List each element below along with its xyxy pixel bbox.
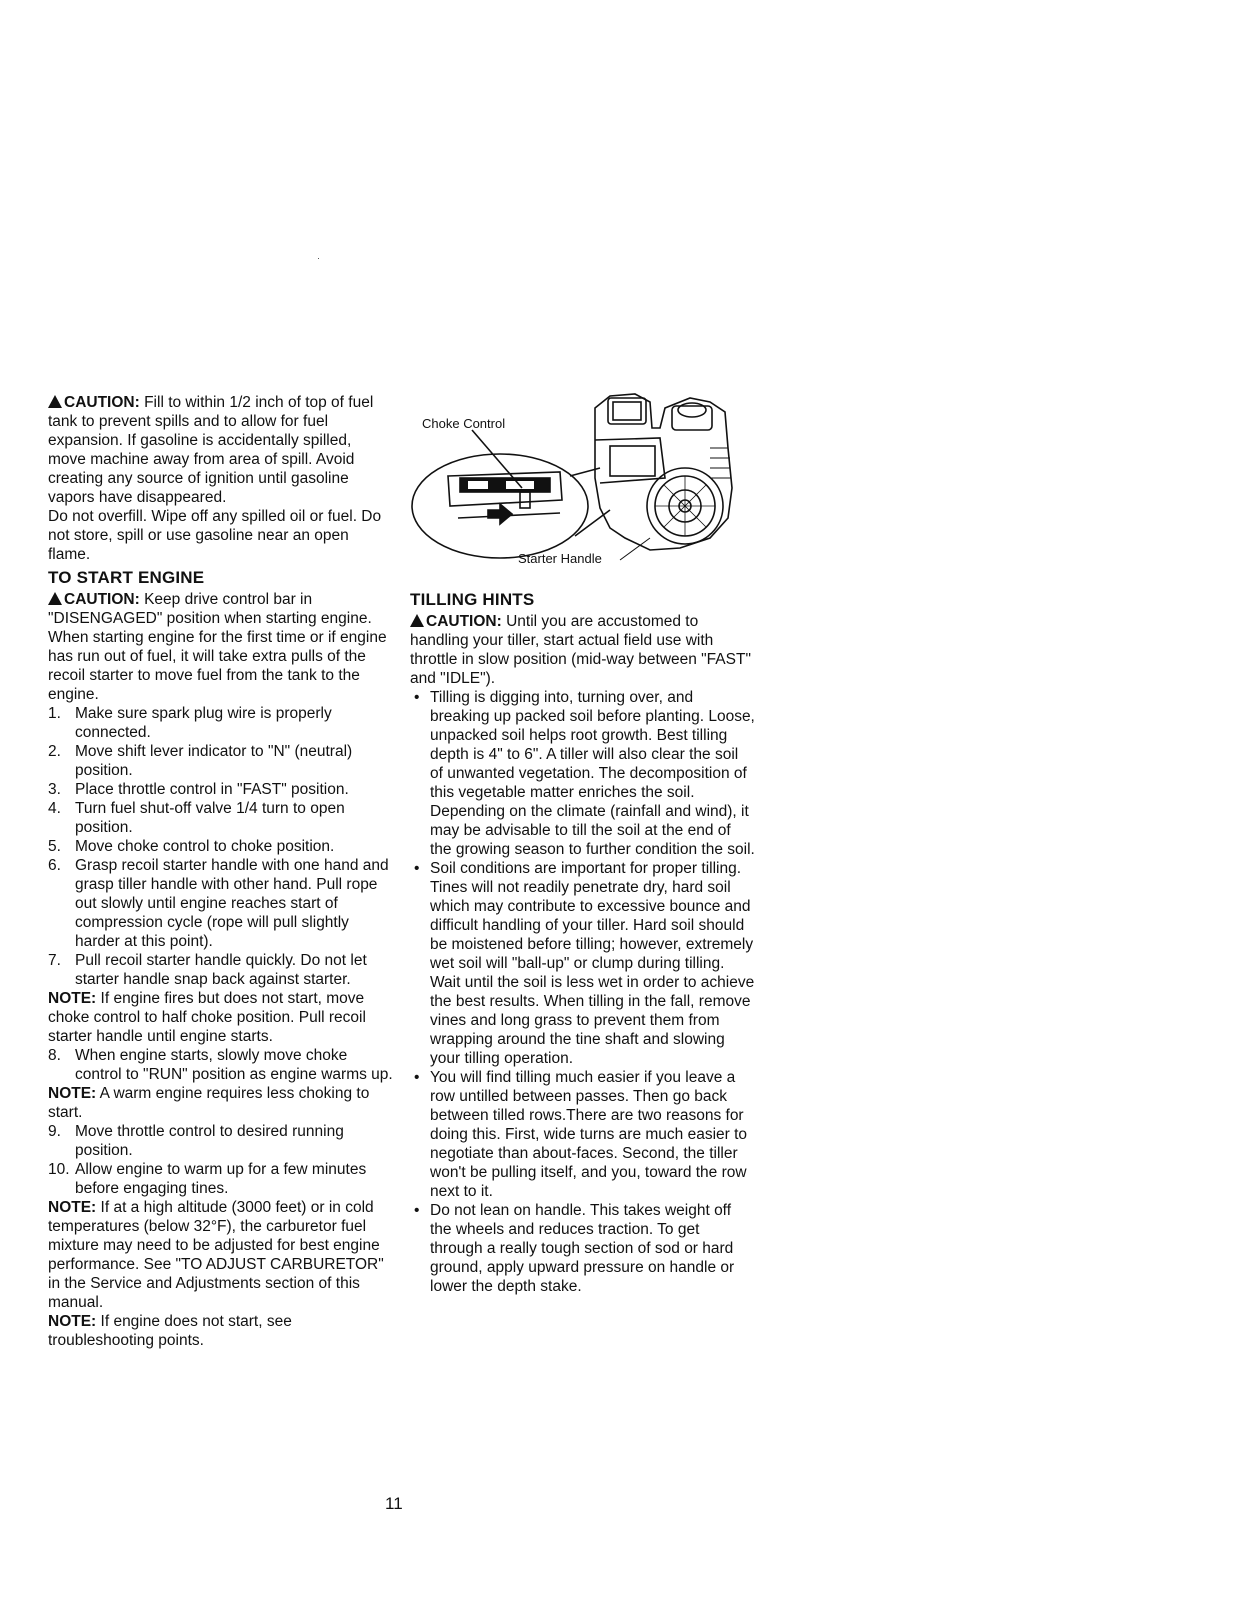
caution-drive — [48, 590, 393, 628]
note: NOTE: A warm engine requires less choking to start. — [48, 1085, 370, 1121]
bullet-icon: • — [414, 1202, 420, 1219]
bullet-icon: • — [414, 1069, 420, 1086]
overfill-text: Do not overfill. Wipe off any spilled oil or fuel. Do not store, spill or use gasoline near an open flame. — [48, 508, 382, 563]
caution-text: Fill to within 1/2 inch of top of fuel tank to prevent spills and to allow for fuel expansion. If gasoline is accidentally spilled, move machine away from area of spill. Avoid creating any source of ignition until gasoline vapors have disappeared. — [48, 394, 374, 506]
warning-triangle-icon — [410, 614, 424, 627]
scan-speck — [318, 258, 319, 259]
caution-tilling — [410, 612, 755, 688]
tilling-hints-heading: TILLING HINTS — [410, 590, 535, 609]
start-engine-heading: TO START ENGINE — [48, 568, 205, 587]
note: NOTE: If engine does not start, see troubleshooting points. — [48, 1313, 292, 1349]
page-number: 11 — [385, 1494, 403, 1513]
list-item: • Tilling is digging into, turning over, and breaking up packed soil before planting. Loose, unpacked soil helps root growth. Best tilling depth is 4" to 6". A tiller will also clear the soil of unwanted vegetation. The decomposition of this vegetable matter enriches the soil. Depending on the climate (rainfall and wind), it may be advisable to till the soil at the end of the growing season to further condition the soil. — [414, 689, 755, 858]
start-steps-final — [48, 1122, 393, 1198]
bullet-icon: • — [414, 689, 420, 706]
list-item: 4. Turn fuel shut-off valve 1/4 turn to open position. — [48, 800, 345, 836]
caution-text: Until you are accustomed to handling your tiller, start actual field use with throttle in slow position (mid-way between "FAST" and "IDLE"). — [410, 613, 751, 687]
list-item: 5. Move choke control to choke position. — [48, 838, 335, 855]
choke-control-label: Choke Control — [422, 416, 506, 431]
list-item: 9. Move throttle control to desired running position. — [48, 1123, 344, 1159]
list-item: 1. Make sure spark plug wire is properly connected. — [48, 705, 332, 741]
warning-triangle-icon — [48, 592, 62, 605]
list-item: 3. Place throttle control in "FAST" position. — [48, 781, 349, 798]
list-item: 10. Allow engine to warm up for a few minutes before engaging tines. — [48, 1161, 367, 1197]
caution-label: CAUTION: — [64, 591, 140, 608]
warning-triangle-icon — [48, 395, 62, 408]
start-steps-continued — [48, 1046, 393, 1084]
note: NOTE: If engine fires but does not start, move choke control to half choke position. Pull recoil starter handle until engine starts. — [48, 990, 366, 1045]
caution-label: CAUTION: — [64, 394, 140, 411]
list-item: • You will find tilling much easier if you leave a row untilled between passes. Then go back between tilled rows.There are two reasons for doing this. First, wide turns are much easier to negotiate than about-faces. Second, the tiller won't be pulling itself, and you, toward the row next to it. — [414, 1069, 748, 1200]
list-item: • Soil conditions are important for proper tilling. Tines will not readily penetrate dry, hard soil which may contribute to excessive bounce and difficult handling of your tiller. Hard soil should be moistened before tilling; however, extremely wet soil will "ball-up" or clump during tilling. Wait until the soil is less wet in order to achieve the best results. When tilling in the fall, remove vines and long grass to prevent them from wrapping around the tine shaft and slowing your tilling operation. — [414, 860, 755, 1067]
tilling-hints-list — [410, 688, 755, 1296]
right-column — [410, 586, 755, 1296]
engine-illustration — [410, 388, 750, 584]
first-time-text: When starting engine for the first time or if engine has run out of fuel, it will take extra pulls of the recoil starter to move fuel from the tank to the engine. — [48, 629, 387, 703]
list-item: 7. Pull recoil starter handle quickly. Do not let starter handle snap back against starter. — [48, 952, 367, 988]
caution-label: CAUTION: — [426, 613, 502, 630]
note: NOTE: If at a high altitude (3000 feet) or in cold temperatures (below 32°F), the carburetor fuel mixture may need to be adjusted for best engine performance. See "TO ADJUST CARBURETOR" in the Service and Adjustments section of this manual. — [48, 1199, 384, 1311]
bullet-icon: • — [414, 860, 420, 877]
list-item: 6. Grasp recoil starter handle with one hand and grasp tiller handle with other hand. Pull rope out slowly until engine reaches start of compression cycle (rope will pull slightly harder at this point). — [48, 857, 389, 950]
list-item: 8. When engine starts, slowly move choke control to "RUN" position as engine warms up. — [48, 1047, 393, 1083]
start-steps — [48, 704, 393, 989]
starter-handle-label: Starter Handle — [518, 551, 602, 566]
caution-text: Keep drive control bar in "DISENGAGED" position when starting engine. — [48, 591, 372, 627]
list-item: • Do not lean on handle. This takes weight off the wheels and reduces traction. To get through a really tough section of sod or hard ground, apply upward pressure on handle or lower the depth stake. — [414, 1202, 735, 1295]
left-column — [48, 393, 393, 1350]
list-item: 2. Move shift lever indicator to "N" (neutral) position. — [48, 743, 353, 779]
caution-fuel — [48, 393, 393, 507]
